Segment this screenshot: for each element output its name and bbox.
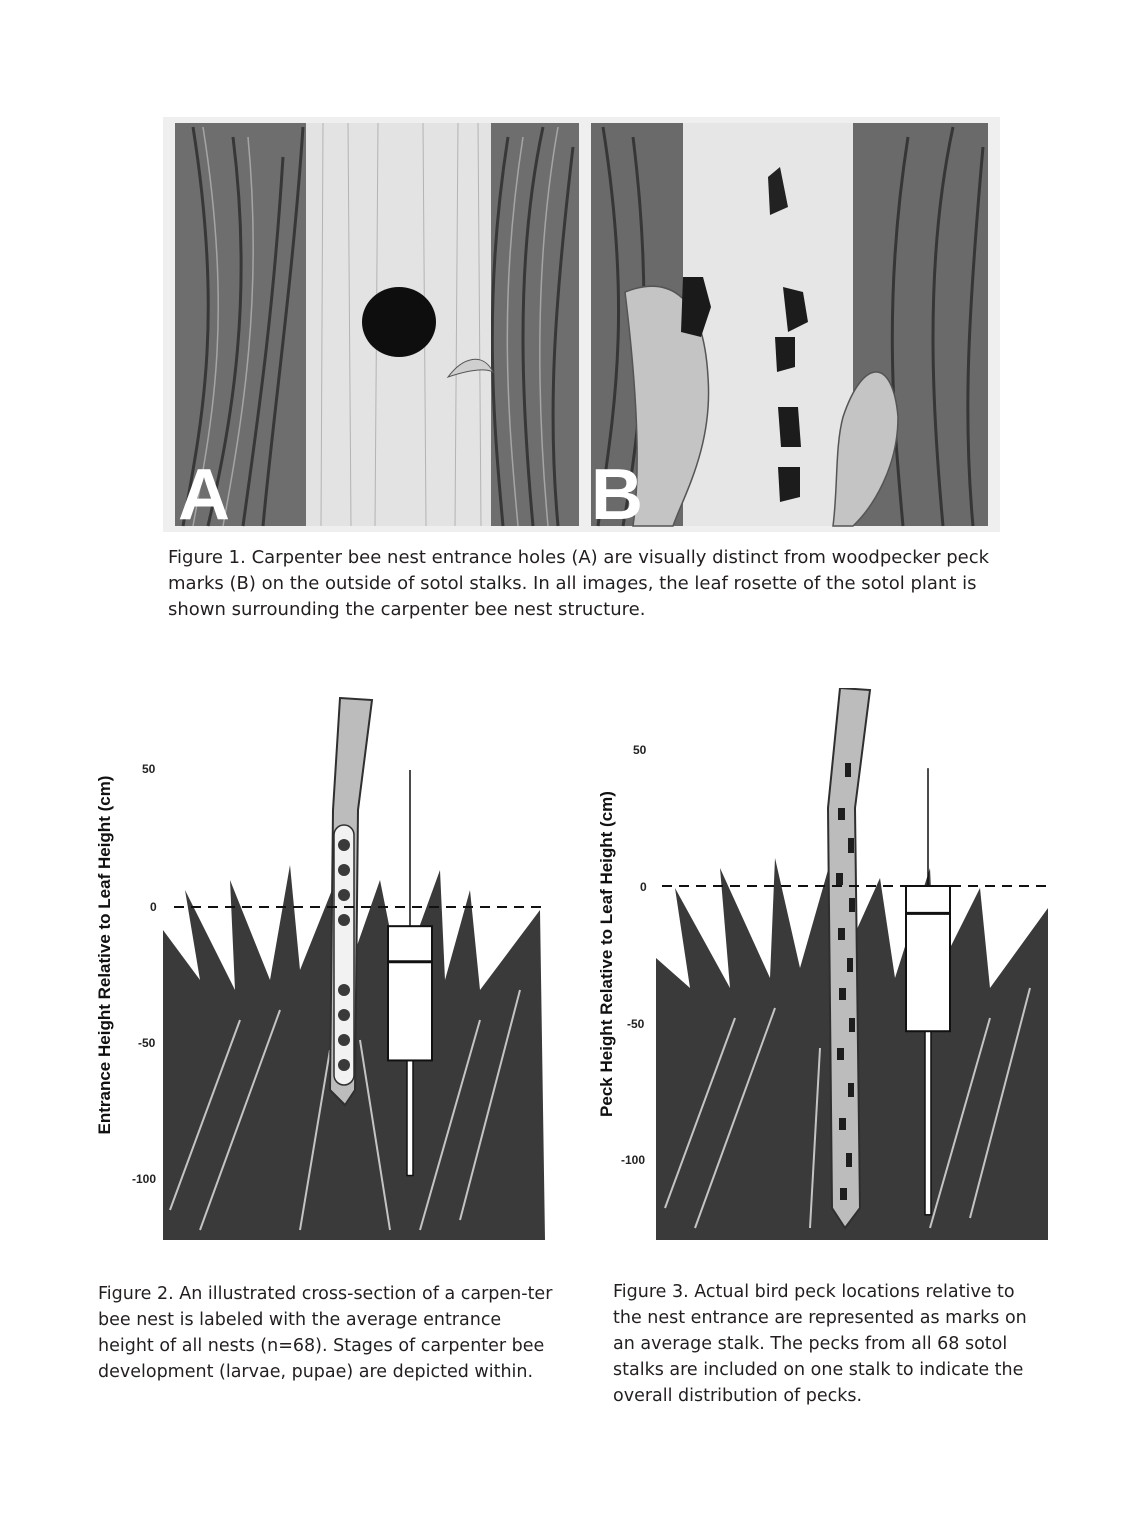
figure-3-tick-m100: -100 bbox=[621, 1153, 646, 1167]
figure-3-caption: Figure 3. Actual bird peck locations relative to the nest entrance are represented as marks on an average stalk. The pecks from all 68 sotol stalks are included on one stalk to indicate the overall distribution of pecks. bbox=[613, 1282, 1027, 1406]
panel-a-label: A bbox=[178, 455, 230, 535]
panel-b-label: B bbox=[591, 455, 643, 535]
figure-3-box bbox=[906, 886, 950, 1031]
figure-3-whisker-low bbox=[925, 1031, 931, 1215]
figure-2-caption: Figure 2. An illustrated cross-section of a carpen-ter bee nest is labeled with the average entrance height of all nests (n=68). Stages of carpenter bee development (larvae, pupae) are depicted within. bbox=[98, 1284, 553, 1382]
figure-3-tick-0: 0 bbox=[640, 880, 647, 894]
figure-3-tick-50: 50 bbox=[633, 743, 647, 757]
figure-1-caption: Figure 1. Carpenter bee nest entrance holes (A) are visually distinct from woodpecker peck marks (B) on the outside of sotol stalks. In all images, the leaf rosette of the sotol plant is shown surrounding the carpenter bee nest structure. bbox=[168, 547, 990, 620]
figure-3 bbox=[570, 688, 1140, 1248]
figure-2-tick-m50: -50 bbox=[138, 1036, 156, 1050]
panel-a-illustration bbox=[175, 123, 579, 526]
panel-b-illustration bbox=[591, 123, 988, 526]
figure-2-tick-50: 50 bbox=[142, 762, 156, 776]
figure-2-y-axis-label: Entrance Height Relative to Leaf Height (cm) bbox=[95, 775, 114, 1135]
figure-3-tick-m50: -50 bbox=[627, 1017, 645, 1031]
figure-3-y-axis-label: Peck Height Relative to Leaf Height (cm) bbox=[597, 791, 616, 1117]
figure-2-tick-m100: -100 bbox=[132, 1172, 157, 1186]
figure-2-box bbox=[388, 926, 432, 1060]
figure-1-illustration bbox=[163, 117, 1000, 532]
figure-2-tick-0: 0 bbox=[150, 900, 157, 914]
figure-2 bbox=[0, 690, 570, 1250]
figure-2-illustration bbox=[0, 690, 570, 1250]
figure-1 bbox=[163, 117, 1000, 535]
figure-2-whisker-low bbox=[407, 1060, 413, 1175]
figure-3-illustration bbox=[570, 688, 1140, 1248]
